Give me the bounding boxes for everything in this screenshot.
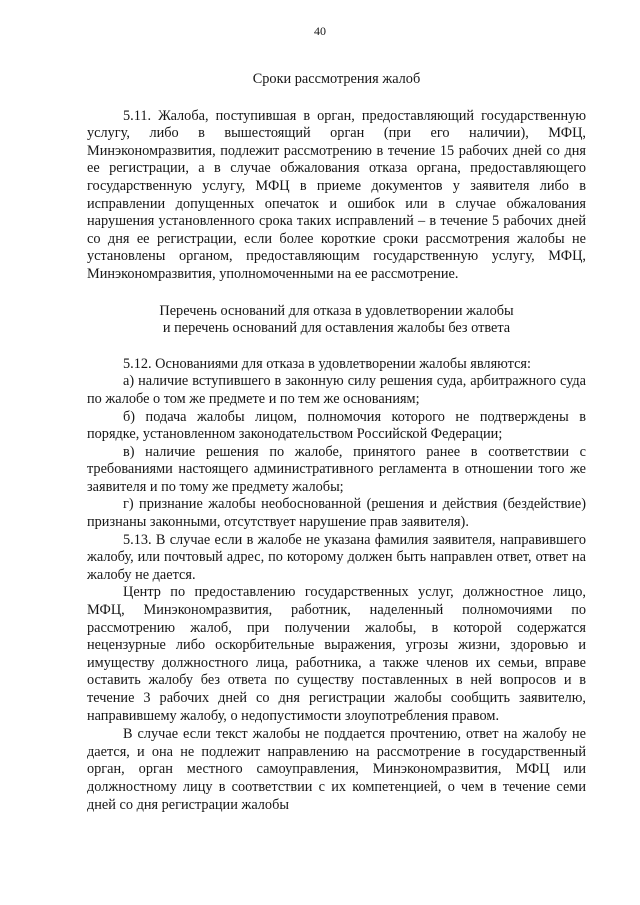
heading-line-2: и перечень оснований для оставления жалобы без ответа: [162, 320, 511, 337]
heading-line-1: Перечень оснований для отказа в удовлетворении жалобы: [159, 302, 514, 319]
list-item-v: в) наличие решения по жалобе, принятого ранее в соответствии с требованиями настоящего административного регламента в отношении того же заявителя и по тому же предмету жалобы;: [87, 443, 586, 495]
list-item-b: б) подача жалобы лицом, полномочия которого не подтверждены в порядке, установленном законодательством Российской Федерации;: [87, 408, 586, 443]
section-heading-review-terms: Сроки рассмотрения жалоб: [252, 71, 421, 87]
page-number: 40: [314, 24, 326, 38]
paragraph-5-12: 5.12. Основаниями для отказа в удовлетворении жалобы являются:: [123, 355, 531, 372]
section-heading-refusal-grounds: [87, 303, 586, 338]
paragraph-5-11: 5.11. Жалоба, поступившая в орган, предоставляющий государственную услугу, либо в вышестоящий орган (при его наличии), МФЦ, Минэкономразвития, подлежит рассмотрению в течение 15 рабочих дней со дня ее регистрации, а в случае обжалования отказа органа, предоставляющего государственную услугу, МФЦ в приеме документов у заявителя либо в исправлении допущенных опечаток и ошибок или в случае обжалования нарушения установленного срока таких исправлений – в течение 5 рабочих дней со дня ее регистрации, если более короткие сроки рассмотрения жалобы не установлены органом, предоставляющим государственную услугу, МФЦ, Минэкономразвития, уполномоченными на ее рассмотрение.: [87, 107, 586, 282]
list-item-g: г) признание жалобы необоснованной (решения и действия (бездействие) признаны законными, отсутствует нарушение прав заявителя).: [87, 496, 586, 531]
document-body: [87, 68, 586, 814]
paragraph-unreadable-text: В случае если текст жалобы не поддается прочтению, ответ на жалобу не дается, и она не подлежит направлению на рассмотрение в государственный орган, орган местного самоуправления, Минэкономразвития, МФЦ или должностному лицу в соответствии с их компетенцией, о чем в течение семи дней со дня регистрации жалобы: [87, 726, 586, 813]
paragraph-5-13: 5.13. В случае если в жалобе не указана фамилия заявителя, направившего жалобу, или почтовый адрес, по которому должен быть направлен ответ, ответ на жалобу не дается.: [87, 531, 586, 583]
list-item-a: а) наличие вступившего в законную силу решения суда, арбитражного суда по жалобе о том же предмете и по тем же основаниям;: [87, 373, 586, 407]
paragraph-center-officials: Центр по предоставлению государственных услуг, должностное лицо, МФЦ, Минэкономразвития, работник, наделенный полномочиями по рассмотрению жалоб, при получении жалобы, в которой содержатся нецензурные либо оскорбительные выражения, угрозы жизни, здоровью и имуществу должностного лица, работника, а также членов их семьи, вправе оставить жалобу без ответа по существу поставленных в ней вопросов и в течение 3 рабочих дней со дня регистрации жалобы сообщить заявителю, направившему жалобу, о недопустимости злоупотребления правом.: [87, 584, 586, 724]
